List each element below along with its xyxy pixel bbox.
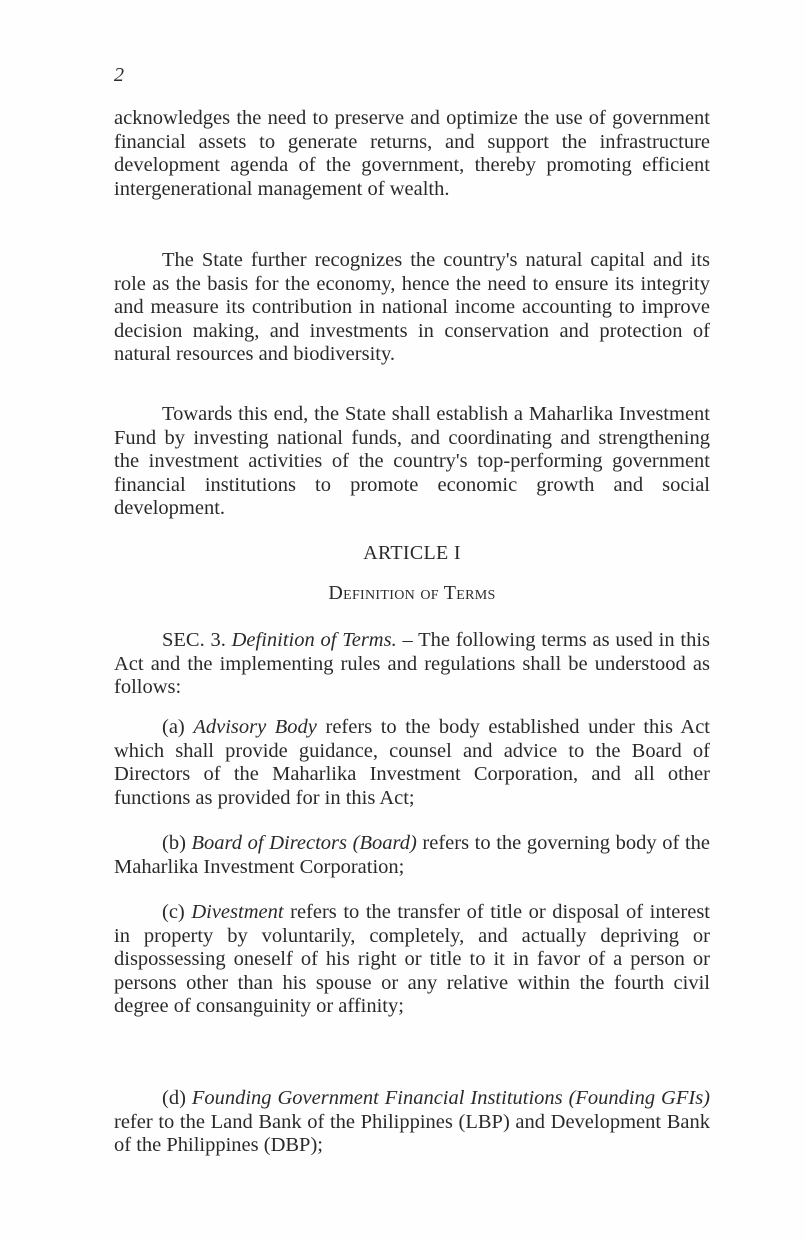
definition-text: refers to the governing body of the Maharlika Investment Corporation; xyxy=(114,832,710,878)
article-title: Definition of Terms xyxy=(328,582,496,604)
definition-term: Board of Directors (Board) xyxy=(191,832,417,854)
definition-text: refers to the transfer of title or disposal of interest in property by voluntarily, completely, and actually depriving or dispossessing oneself of his right or title to it in favor of a person or persons other than his spouse or any relative within the fourth civil degree of consanguinity or affinity; xyxy=(114,901,710,1017)
paragraph-policy-continuation: acknowledges the need to preserve and optimize the use of government financial assets to generate returns, and support the infrastructure development agenda of the government, thereby promoting efficient intergenerational management of wealth. xyxy=(114,107,710,200)
definition-text: refers to the body established under this Act which shall provide guidance, counsel and advice to the Board of Directors of the Maharlika Investment Corporation, and all other functions as provided for in this Act; xyxy=(114,716,711,809)
definition-term: Advisory Body xyxy=(193,716,317,738)
definition-term: Divestment xyxy=(191,901,284,923)
definition-letter: (c) xyxy=(162,901,185,923)
article-heading: ARTICLE I xyxy=(363,542,461,564)
page-number: 2 xyxy=(114,64,124,86)
section-3-intro xyxy=(114,629,710,700)
paragraph-fund-establishment: Towards this end, the State shall establish a Maharlika Investment Fund by investing national funds, and coordinating and strengthening the investment activities of the country's top-performing government financial institutions to promote economic growth and social development. xyxy=(114,403,710,519)
definition-item xyxy=(114,1087,710,1158)
definition-letter: (d) xyxy=(162,1087,186,1109)
paragraph-natural-capital: The State further recognizes the country's natural capital and its role as the basis for the economy, hence the need to ensure its integrity and measure its contribution in national income accounting to improve decision making, and investments in conservation and protection of natural resources and biodiversity. xyxy=(114,249,710,365)
definition-text: refer to the Land Bank of the Philippines (LBP) and Development Bank of the Philippines (DBP); xyxy=(114,1110,710,1156)
definition-item xyxy=(114,716,710,810)
definition-term: Founding Government Financial Institutions (Founding GFIs) xyxy=(191,1087,710,1109)
definition-letter: (b) xyxy=(162,832,186,854)
section-label: SEC. 3. xyxy=(162,629,226,651)
definition-letter: (a) xyxy=(162,716,185,738)
definition-item xyxy=(114,901,710,1019)
section-title: Definition of Terms. xyxy=(231,629,397,651)
section-text: – The following terms as used in this Act and the implementing rules and regulations shall be understood as follows: xyxy=(114,629,710,698)
definition-item xyxy=(114,832,710,879)
